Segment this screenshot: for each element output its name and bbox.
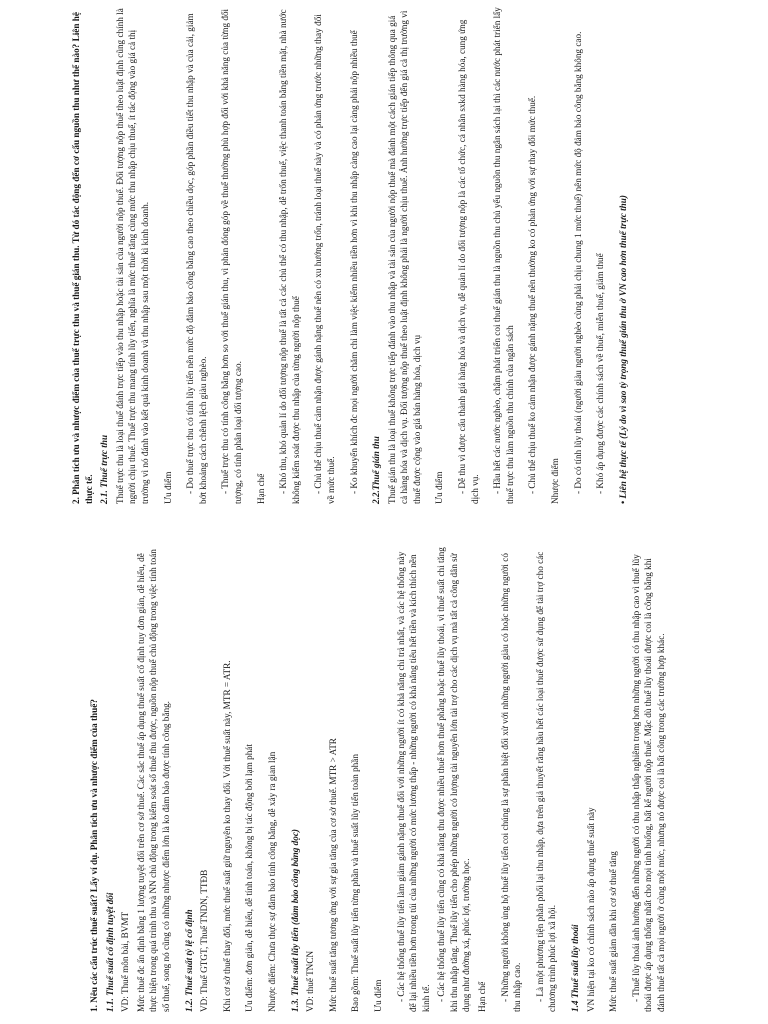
paragraph: Thuế gián thu là loại thuế không trực tiếp đánh vào thu nhập và tài sản của người nộp thuế mà đánh một cách gián tiếp thông qua giá cả hàng hóa và dịch vụ. Đối tượng nộp thuế theo luật định không phải là người chịu thuế. Ảnh hưởng trực tiếp đến giá cả thị trường vì thuế được cộng vào giá bán hàng hóa, dịch vụ bbox=[386, 10, 422, 504]
paragraph: Mức thuế suất giảm dần khi cơ sở thuế tăng bbox=[608, 851, 619, 1012]
paragraph: Nhược điểm: Chưa thực sự đảm bảo tính công bằng, dễ xảy ra gian lận bbox=[266, 751, 277, 1012]
paragraph: VD: Thuế môn bài, BVMT bbox=[120, 911, 131, 1012]
paragraph: Thuế trực thu là loại thuế đánh trực tiếp vào thu nhập hoặc tài sản của người nộp thuế. Đối tượng nộp thuế theo luật định cũng chính là người chịu thuế. Thuế trực thu mang tính lũy tiến, nghĩa là mức thuế tăng cùng mức thu nhập chịu thuế, ít tác động vào giá cả thị trường vì nó đánh vào kết quả kinh doanh và thu nhập sau một thời kì kinh doanh. bbox=[114, 8, 150, 504]
question-heading: 2. Phân tích ưu và nhược điểm của thuế trực thu và thuế gián thu. Từ đó tác động đến cơ cấu nguồn thu như thế nào? Liên hệ thực tế. bbox=[71, 12, 94, 504]
paragraph: Ưu điểm bbox=[372, 979, 383, 1012]
paragraph: - Các hệ thống thuế lũy tiến làm giảm gánh nặng thuế đối với những người ít có khả năng chi trả nhất, và các hệ thống này để lại nhiều tiền hơn trong túi của những người có mức lương thấp - những người có khả năng tiêu hết tiền và kích thích nền kinh tế. bbox=[395, 551, 431, 1012]
paragraph: - Thuế lũy thoái ảnh hưởng đến những người có thu nhập thấp nghiêm trọng hơn những người có thu nhập cao vì thuế lũy thoái được áp dụng thống nhất cho mọi tình huống, bất kể người nộp thuế. Mặc dù thuế lũy thoái được coi là công bằng khi đánh thuế tất cả mọi người ở cùng một mức, nhưng nó được coi là bất công trong các trường hợp khác. bbox=[630, 554, 666, 1012]
section-heading: 1.4 Thuế suất lũy thoái bbox=[570, 924, 581, 1012]
section-heading: 1.2. Thuế suất tỷ lệ cố định bbox=[183, 909, 194, 1012]
paragraph: - Do có tính lũy thoái (người giàu người nghèo cùng phải chịu chung 1 mức thuế) nên mức độ đảm bảo công bằng không cao. bbox=[572, 31, 583, 494]
paragraph: Hạn chế bbox=[477, 981, 488, 1012]
paragraph: - Chủ thể chịu thuế ko cảm nhận được gánh nặng thuế nên thường ko có phản ứng với sự thay đổi mức thuế. bbox=[527, 95, 538, 494]
paragraph: VD: Thuế GTGT, Thuế TNDN, TTĐB bbox=[199, 869, 210, 1012]
paragraph: - Khó áp dụng được các chính sách về thuế, miễn thuế, giảm thuế bbox=[595, 253, 606, 494]
paragraph: - Dễ thu vì được cấu thành giá hàng hóa và dịch vụ, dễ quản lí do đối tượng nộp là các tổ chức, cá nhân sxkd hàng hóa, cung ứng dịch vụ. bbox=[457, 19, 480, 504]
paragraph: Mức thuế đc ấn định bằng 1 lượng tuyệt đối trên cơ sở thuế. Các sắc thuế áp dụng thuế suất cố định tuy đơn giản, dễ hiểu, dễ thực hiện trong quá trình thu và NN chủ động trong kiểm soát số thuế thu được, nguồn nộp thuế chủ động trong việc tính toán số thuế, song nó cũng có những nhược điểm lớn là ko đảm bảo được tính công bằng. bbox=[135, 549, 171, 1012]
paragraph: Bao gồm: Thuế suất lũy tiến từng phần và thuế suất lũy tiến toàn phần bbox=[350, 754, 361, 1012]
paragraph: Ưu điểm bbox=[434, 471, 445, 504]
paragraph: - Là một phương tiện phân phối lại thu nhập, dựa trên giả thuyết rằng hầu hết các loại thuế được sử dụng để tài trợ cho các chương trình phúc lợi xã hội. bbox=[534, 551, 558, 1012]
paragraph: Mức thuế suất tăng tương ứng với sự gia tăng của cơ sở thuế. MTR > ATR bbox=[327, 738, 338, 1012]
paragraph: Ưu điểm bbox=[162, 471, 173, 504]
section-heading: 1.3. Thuế suất lũy tiến (đảm bảo công bằng dọc) bbox=[289, 829, 300, 1012]
paragraph: Khi cơ sở thuế thay đổi, mức thuế suất giữ nguyên ko thay đổi. Với thuế suất này, MTR = ATR. bbox=[221, 660, 232, 1012]
paragraph: - Do thuế trực thu có tính lũy tiến nên mức độ đảm bảo công bằng cao theo chiều dọc, góp phần điều tiết thu nhập và của cải, giảm bớt khoảng cách chênh lệch giàu nghèo. bbox=[185, 13, 208, 504]
paragraph: VD: thuế TNCN bbox=[305, 950, 316, 1012]
paragraph: VN hiện tại ko có chính sách nào áp dụng thuế suất này bbox=[585, 807, 596, 1012]
left-text-column bbox=[88, 542, 671, 1012]
section-heading: 2.2.Thuế gián thu bbox=[371, 436, 382, 504]
paragraph: Ưu điểm: đơn giản, dễ hiểu, dễ tính toán, không bị tác động bởi lạm phát bbox=[244, 744, 255, 1012]
paragraph: - Thuế trực thu có tính công bằng hơn so với thuế gián thu, vì phản đóng góp về thuế thường phù hợp đối với khả năng của từng đối tượng, có tính phân loại đối tượng cao. bbox=[220, 8, 243, 504]
section-heading: 2.1. Thuế trực thu bbox=[99, 434, 110, 504]
section-heading: 1.1. Thuế suất cố định tuyệt đối bbox=[104, 892, 115, 1012]
paragraph: - Hầu hết các nước nghèo, chậm phát triển coi thuế gián thu là nguồn thu chủ yếu nguồn thu ngân sách lại thì các nước phát triển lấy thuế trực thu làm nguồn thu chính của ngân sách bbox=[492, 7, 515, 504]
question-heading: 1. Nêu các cấu trúc thuế suất? Lấy ví dụ. Phân tích ưu và nhược điểm của thuế? bbox=[89, 699, 99, 1012]
paragraph: - Các hệ thống thuế lũy tiến cũng có khả năng thu được nhiều thuế hơn thuế phẳng hoặc thuế lũy thoái, vì thuế suất chi tăng khi thu nhập tăng. Thuế lũy tiến cho phép những người có lượng tài nguyên lớn tài trợ cho các dịch vụ mà tất cả công dân sử dụng như đường xá, phúc lợi, trường học. bbox=[436, 547, 472, 1012]
paragraph: - Những người không ủng hộ thuế lũy tiến coi chúng là sự phân biệt đối xử với những người giàu có hoặc những người có thu nhập cao. bbox=[499, 553, 523, 1012]
paragraph: Hạn chế bbox=[255, 473, 266, 504]
section-heading: • Liên hệ thực tế (Lý do vì sao tỷ trọng thuế gián thu ở VN cao hơn thuế trực thu) bbox=[617, 195, 628, 504]
right-text-column bbox=[70, 6, 632, 504]
paragraph: - Khó thu, khó quản lí do đối tượng nộp thuế là tất cả các chủ thể có thu nhập, dễ trốn thuế, việc thanh toán bằng tiền mặt, nhà nước không kiểm soát được thu nhập của từng người nộp thuế bbox=[278, 9, 301, 504]
paragraph: - Ko khuyến khích đc mọi người chăm chỉ làm việc kiếm nhiều tiền hơn vì khi thu nhập càng cao lại càng phải nộp nhiều thuế bbox=[348, 30, 359, 494]
paragraph: - Chủ thể chịu thuế cảm nhận được gánh nặng thuế nên có xu hướng trốn, tránh loại thuế này và có phản ứng trước những thay đổi về mức thuế. bbox=[313, 14, 336, 504]
paragraph: Nhược điểm bbox=[550, 458, 561, 504]
